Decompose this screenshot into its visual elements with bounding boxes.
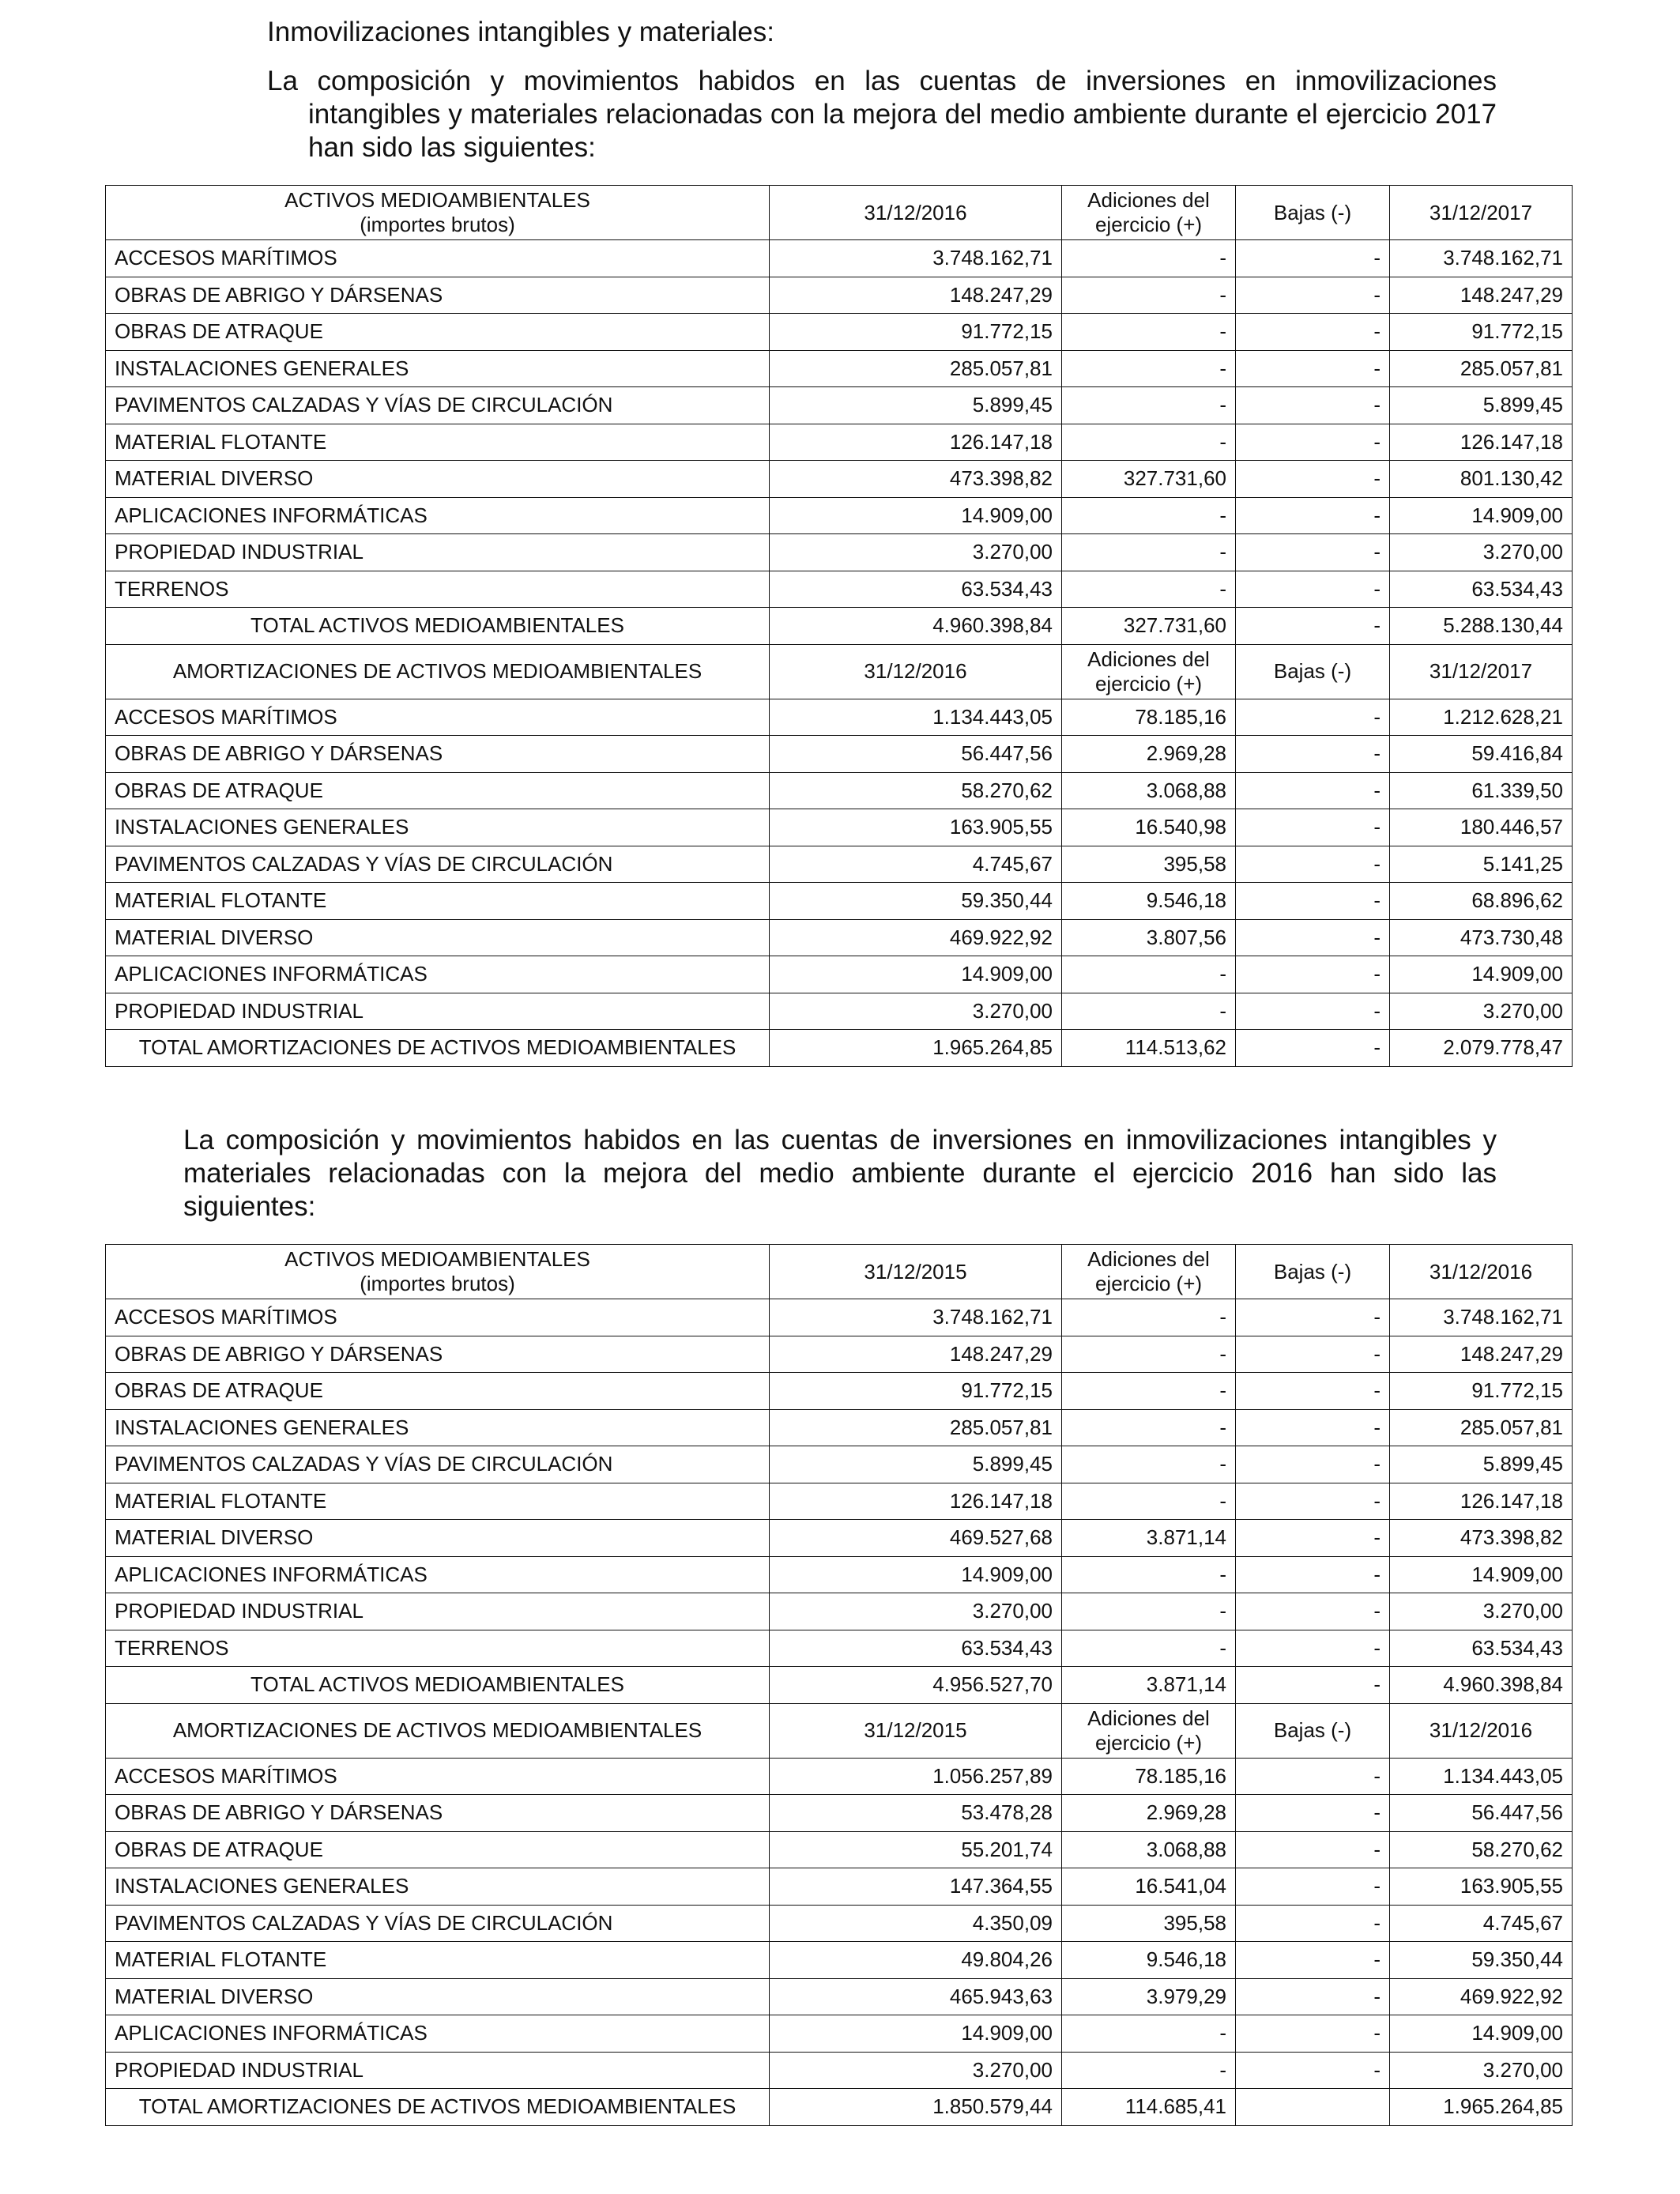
row-label: OBRAS DE ABRIGO Y DÁRSENAS	[106, 277, 770, 314]
value-additions: 395,58	[1062, 846, 1236, 883]
value-disposals: -	[1236, 809, 1390, 846]
value-disposals: -	[1236, 736, 1390, 773]
table-row	[106, 424, 1573, 461]
total-row	[106, 1030, 1573, 1067]
table-row	[106, 1520, 1573, 1557]
value-end: 14.909,00	[1390, 497, 1573, 534]
value-disposals: -	[1236, 424, 1390, 461]
header-date-start: 31/12/2015	[770, 1703, 1062, 1758]
header-additions	[1062, 186, 1236, 240]
row-label: TERRENOS	[106, 571, 770, 608]
value-start: 14.909,00	[770, 956, 1062, 993]
row-label: OBRAS DE ATRAQUE	[106, 772, 770, 809]
row-label: APLICACIONES INFORMÁTICAS	[106, 2015, 770, 2053]
value-disposals: -	[1236, 1483, 1390, 1520]
row-label: INSTALACIONES GENERALES	[106, 1409, 770, 1446]
value-additions: 3.807,56	[1062, 919, 1236, 956]
intro-text-2017: La composición y movimientos habidos en las cuentas de inversiones en inmovilizaciones intangibles y materiales relacionadas con la mejora del medio ambiente durante el ejercicio 2017 han sido las siguientes:	[267, 66, 1497, 163]
row-label: TOTAL AMORTIZACIONES DE ACTIVOS MEDIOAMBIENTALES	[106, 2089, 770, 2126]
row-label: MATERIAL FLOTANTE	[106, 424, 770, 461]
value-start: 3.748.162,71	[770, 1299, 1062, 1336]
value-start: 126.147,18	[770, 1483, 1062, 1520]
value-additions: 327.731,60	[1062, 608, 1236, 645]
value-disposals: -	[1236, 1868, 1390, 1906]
value-start: 63.534,43	[770, 1630, 1062, 1667]
value-disposals: -	[1236, 1593, 1390, 1630]
value-disposals: -	[1236, 1520, 1390, 1557]
value-start: 1.056.257,89	[770, 1758, 1062, 1795]
value-disposals: -	[1236, 277, 1390, 314]
row-label: PROPIEDAD INDUSTRIAL	[106, 534, 770, 571]
header-date-start: 31/12/2015	[770, 1245, 1062, 1299]
value-start: 59.350,44	[770, 883, 1062, 920]
value-additions: 3.068,88	[1062, 772, 1236, 809]
assets-header-title-line1: ACTIVOS MEDIOAMBIENTALES	[284, 1247, 590, 1271]
table-row	[106, 461, 1573, 498]
value-end: 469.922,92	[1390, 1978, 1573, 2015]
value-start: 14.909,00	[770, 1556, 1062, 1593]
value-end: 1.212.628,21	[1390, 699, 1573, 736]
value-disposals: -	[1236, 1336, 1390, 1373]
table-row	[106, 1942, 1573, 1979]
value-additions: -	[1062, 571, 1236, 608]
header-additions-line2: ejercicio (+)	[1094, 671, 1203, 696]
value-additions: 395,58	[1062, 1905, 1236, 1942]
assets-header-row	[106, 1245, 1573, 1299]
value-additions: 3.068,88	[1062, 1831, 1236, 1868]
table-row	[106, 1409, 1573, 1446]
value-end: 91.772,15	[1390, 314, 1573, 351]
total-row	[106, 608, 1573, 645]
row-label: INSTALACIONES GENERALES	[106, 350, 770, 387]
intro-paragraph-2017	[267, 65, 1497, 164]
value-start: 285.057,81	[770, 350, 1062, 387]
header-additions-line1: Adiciones del	[1087, 188, 1210, 212]
value-end: 126.147,18	[1390, 424, 1573, 461]
value-additions: 327.731,60	[1062, 461, 1236, 498]
table-row	[106, 1373, 1573, 1410]
value-disposals: -	[1236, 240, 1390, 277]
row-label: APLICACIONES INFORMÁTICAS	[106, 497, 770, 534]
value-start: 5.899,45	[770, 1446, 1062, 1483]
value-disposals: -	[1236, 1978, 1390, 2015]
header-additions-line2: ejercicio (+)	[1094, 1272, 1203, 1295]
table-row	[106, 883, 1573, 920]
value-additions: -	[1062, 497, 1236, 534]
row-label: MATERIAL DIVERSO	[106, 919, 770, 956]
row-label: OBRAS DE ABRIGO Y DÁRSENAS	[106, 1795, 770, 1832]
table-row	[106, 387, 1573, 424]
environmental-assets-table-2017	[105, 185, 1573, 1067]
value-disposals: -	[1236, 846, 1390, 883]
header-date-start: 31/12/2016	[770, 644, 1062, 699]
row-label: MATERIAL DIVERSO	[106, 461, 770, 498]
value-end: 148.247,29	[1390, 277, 1573, 314]
value-start: 148.247,29	[770, 1336, 1062, 1373]
value-disposals: -	[1236, 314, 1390, 351]
value-start: 4.745,67	[770, 846, 1062, 883]
value-end: 801.130,42	[1390, 461, 1573, 498]
value-start: 1.965.264,85	[770, 1030, 1062, 1067]
row-label: PROPIEDAD INDUSTRIAL	[106, 1593, 770, 1630]
header-disposals: Bajas (-)	[1236, 186, 1390, 240]
total-row	[106, 1667, 1573, 1704]
table-row	[106, 699, 1573, 736]
value-end: 91.772,15	[1390, 1373, 1573, 1410]
value-additions: -	[1062, 1299, 1236, 1336]
table-row	[106, 1483, 1573, 1520]
value-additions: 3.871,14	[1062, 1520, 1236, 1557]
amortization-header-row	[106, 644, 1573, 699]
value-end: 5.141,25	[1390, 846, 1573, 883]
assets-header-row	[106, 186, 1573, 240]
row-label: MATERIAL FLOTANTE	[106, 1483, 770, 1520]
value-disposals: -	[1236, 699, 1390, 736]
table-row	[106, 993, 1573, 1030]
value-start: 163.905,55	[770, 809, 1062, 846]
assets-header-title	[106, 1245, 770, 1299]
value-additions: 3.871,14	[1062, 1667, 1236, 1704]
value-end: 3.270,00	[1390, 534, 1573, 571]
value-end: 56.447,56	[1390, 1795, 1573, 1832]
value-additions: -	[1062, 424, 1236, 461]
value-additions: -	[1062, 1373, 1236, 1410]
value-disposals: -	[1236, 993, 1390, 1030]
value-additions: -	[1062, 1336, 1236, 1373]
value-end: 3.270,00	[1390, 993, 1573, 1030]
table-row	[106, 736, 1573, 773]
value-additions: -	[1062, 2052, 1236, 2089]
value-start: 4.956.527,70	[770, 1667, 1062, 1704]
value-additions: -	[1062, 350, 1236, 387]
table-row	[106, 571, 1573, 608]
header-date-end: 31/12/2017	[1390, 644, 1573, 699]
value-additions: -	[1062, 387, 1236, 424]
value-start: 148.247,29	[770, 277, 1062, 314]
value-disposals: -	[1236, 919, 1390, 956]
value-start: 53.478,28	[770, 1795, 1062, 1832]
value-start: 3.270,00	[770, 2052, 1062, 2089]
value-disposals: -	[1236, 1758, 1390, 1795]
amortization-header-title: AMORTIZACIONES DE ACTIVOS MEDIOAMBIENTALES	[106, 644, 770, 699]
value-start: 4.960.398,84	[770, 608, 1062, 645]
value-end: 1.965.264,85	[1390, 2089, 1573, 2126]
row-label: OBRAS DE ATRAQUE	[106, 1831, 770, 1868]
assets-header-title-line2: (importes brutos)	[360, 213, 515, 236]
table-row	[106, 497, 1573, 534]
row-label: INSTALACIONES GENERALES	[106, 809, 770, 846]
value-additions: 114.685,41	[1062, 2089, 1236, 2126]
value-disposals: -	[1236, 461, 1390, 498]
table-row	[106, 772, 1573, 809]
table-row	[106, 1978, 1573, 2015]
assets-header-title-line1: ACTIVOS MEDIOAMBIENTALES	[284, 188, 590, 212]
environmental-assets-table-2016	[105, 1244, 1573, 2126]
table-row	[106, 2015, 1573, 2053]
value-end: 163.905,55	[1390, 1868, 1573, 1906]
table-row	[106, 1831, 1573, 1868]
value-end: 2.079.778,47	[1390, 1030, 1573, 1067]
value-disposals: -	[1236, 2015, 1390, 2053]
row-label: ACCESOS MARÍTIMOS	[106, 1758, 770, 1795]
value-end: 285.057,81	[1390, 350, 1573, 387]
table-row	[106, 350, 1573, 387]
value-disposals: -	[1236, 534, 1390, 571]
value-end: 5.899,45	[1390, 387, 1573, 424]
value-end: 4.960.398,84	[1390, 1667, 1573, 1704]
row-label: PAVIMENTOS CALZADAS Y VÍAS DE CIRCULACIÓN	[106, 1446, 770, 1483]
header-additions-line1: Adiciones del	[1087, 1247, 1210, 1271]
value-additions: -	[1062, 314, 1236, 351]
value-end: 61.339,50	[1390, 772, 1573, 809]
row-label: PAVIMENTOS CALZADAS Y VÍAS DE CIRCULACIÓN	[106, 846, 770, 883]
value-start: 4.350,09	[770, 1905, 1062, 1942]
value-disposals: -	[1236, 571, 1390, 608]
row-label: OBRAS DE ABRIGO Y DÁRSENAS	[106, 1336, 770, 1373]
header-additions-line1: Adiciones del	[1087, 1706, 1210, 1730]
amortization-header-row	[106, 1703, 1573, 1758]
value-end: 126.147,18	[1390, 1483, 1573, 1520]
value-start: 465.943,63	[770, 1978, 1062, 2015]
value-start: 1.134.443,05	[770, 699, 1062, 736]
value-end: 473.398,82	[1390, 1520, 1573, 1557]
value-disposals: -	[1236, 1373, 1390, 1410]
assets-header-title	[106, 186, 770, 240]
value-additions: -	[1062, 1409, 1236, 1446]
header-date-start: 31/12/2016	[770, 186, 1062, 240]
row-label: PAVIMENTOS CALZADAS Y VÍAS DE CIRCULACIÓN	[106, 387, 770, 424]
value-start: 49.804,26	[770, 1942, 1062, 1979]
value-additions: 9.546,18	[1062, 1942, 1236, 1979]
row-label: PROPIEDAD INDUSTRIAL	[106, 993, 770, 1030]
intro-paragraph-2016: La composición y movimientos habidos en las cuentas de inversiones en inmovilizaciones intangibles y materiales relacionadas con la mejora del medio ambiente durante el ejercicio 2016 han sido las siguientes:	[183, 1125, 1497, 1222]
value-end: 59.416,84	[1390, 736, 1573, 773]
row-label: PROPIEDAD INDUSTRIAL	[106, 2052, 770, 2089]
value-end: 59.350,44	[1390, 1942, 1573, 1979]
value-additions: -	[1062, 1446, 1236, 1483]
row-label: TOTAL ACTIVOS MEDIOAMBIENTALES	[106, 1667, 770, 1704]
value-disposals: -	[1236, 387, 1390, 424]
value-additions: -	[1062, 277, 1236, 314]
table-row	[106, 1336, 1573, 1373]
value-disposals: -	[1236, 1905, 1390, 1942]
value-start: 473.398,82	[770, 461, 1062, 498]
value-start: 3.270,00	[770, 534, 1062, 571]
table-row	[106, 314, 1573, 351]
assets-header-title-line2: (importes brutos)	[360, 1272, 515, 1295]
row-label: MATERIAL FLOTANTE	[106, 1942, 770, 1979]
value-disposals: -	[1236, 1831, 1390, 1868]
value-start: 3.270,00	[770, 993, 1062, 1030]
total-row	[106, 2089, 1573, 2126]
value-disposals: -	[1236, 1942, 1390, 1979]
value-start: 147.364,55	[770, 1868, 1062, 1906]
header-additions-line1: Adiciones del	[1087, 647, 1210, 671]
table-row	[106, 919, 1573, 956]
value-disposals: -	[1236, 1795, 1390, 1832]
value-disposals: -	[1236, 1409, 1390, 1446]
value-end: 68.896,62	[1390, 883, 1573, 920]
value-disposals: -	[1236, 2052, 1390, 2089]
value-additions: -	[1062, 1556, 1236, 1593]
table-row	[106, 1868, 1573, 1906]
value-start: 469.922,92	[770, 919, 1062, 956]
value-additions: 16.541,04	[1062, 1868, 1236, 1906]
table-row	[106, 809, 1573, 846]
value-additions: 78.185,16	[1062, 1758, 1236, 1795]
table-row	[106, 1630, 1573, 1667]
header-disposals: Bajas (-)	[1236, 1703, 1390, 1758]
section-heading: Inmovilizaciones intangibles y materiales:	[267, 17, 774, 47]
value-disposals: -	[1236, 883, 1390, 920]
row-label: PAVIMENTOS CALZADAS Y VÍAS DE CIRCULACIÓN	[106, 1905, 770, 1942]
value-disposals: -	[1236, 608, 1390, 645]
row-label: ACCESOS MARÍTIMOS	[106, 240, 770, 277]
value-start: 126.147,18	[770, 424, 1062, 461]
header-additions	[1062, 1703, 1236, 1758]
table-row	[106, 534, 1573, 571]
table-row	[106, 240, 1573, 277]
value-start: 469.527,68	[770, 1520, 1062, 1557]
value-additions: 2.969,28	[1062, 1795, 1236, 1832]
value-additions: 9.546,18	[1062, 883, 1236, 920]
row-label: TERRENOS	[106, 1630, 770, 1667]
value-end: 14.909,00	[1390, 1556, 1573, 1593]
value-additions: -	[1062, 993, 1236, 1030]
table-row	[106, 2052, 1573, 2089]
table-row	[106, 1758, 1573, 1795]
table-row	[106, 1795, 1573, 1832]
value-end: 63.534,43	[1390, 1630, 1573, 1667]
header-additions-line2: ejercicio (+)	[1094, 213, 1203, 236]
value-additions: 3.979,29	[1062, 1978, 1236, 2015]
table-row	[106, 846, 1573, 883]
row-label: APLICACIONES INFORMÁTICAS	[106, 956, 770, 993]
value-end: 5.288.130,44	[1390, 608, 1573, 645]
value-disposals: -	[1236, 497, 1390, 534]
value-end: 180.446,57	[1390, 809, 1573, 846]
value-end: 63.534,43	[1390, 571, 1573, 608]
value-additions: -	[1062, 1593, 1236, 1630]
row-label: ACCESOS MARÍTIMOS	[106, 699, 770, 736]
value-start: 55.201,74	[770, 1831, 1062, 1868]
header-additions	[1062, 644, 1236, 699]
value-start: 5.899,45	[770, 387, 1062, 424]
value-start: 3.270,00	[770, 1593, 1062, 1630]
table-row	[106, 1556, 1573, 1593]
value-end: 148.247,29	[1390, 1336, 1573, 1373]
value-start: 14.909,00	[770, 2015, 1062, 2053]
value-end: 473.730,48	[1390, 919, 1573, 956]
value-start: 91.772,15	[770, 314, 1062, 351]
table-row	[106, 1593, 1573, 1630]
value-end: 5.899,45	[1390, 1446, 1573, 1483]
value-start: 1.850.579,44	[770, 2089, 1062, 2126]
row-label: TOTAL ACTIVOS MEDIOAMBIENTALES	[106, 608, 770, 645]
value-end: 58.270,62	[1390, 1831, 1573, 1868]
row-label: MATERIAL DIVERSO	[106, 1978, 770, 2015]
value-disposals: -	[1236, 956, 1390, 993]
value-end: 3.748.162,71	[1390, 240, 1573, 277]
value-end: 285.057,81	[1390, 1409, 1573, 1446]
header-date-end: 31/12/2016	[1390, 1245, 1573, 1299]
amortization-header-title: AMORTIZACIONES DE ACTIVOS MEDIOAMBIENTALES	[106, 1703, 770, 1758]
value-disposals: -	[1236, 772, 1390, 809]
value-additions: -	[1062, 534, 1236, 571]
header-additions-line2: ejercicio (+)	[1094, 1730, 1203, 1755]
value-additions: -	[1062, 1483, 1236, 1520]
value-end: 14.909,00	[1390, 2015, 1573, 2053]
row-label: MATERIAL FLOTANTE	[106, 883, 770, 920]
row-label: OBRAS DE ATRAQUE	[106, 1373, 770, 1410]
header-date-end: 31/12/2016	[1390, 1703, 1573, 1758]
table-row	[106, 1905, 1573, 1942]
value-disposals: -	[1236, 1667, 1390, 1704]
row-label: TOTAL AMORTIZACIONES DE ACTIVOS MEDIOAMBIENTALES	[106, 1030, 770, 1067]
value-end: 1.134.443,05	[1390, 1758, 1573, 1795]
value-start: 63.534,43	[770, 571, 1062, 608]
header-date-end: 31/12/2017	[1390, 186, 1573, 240]
value-end: 14.909,00	[1390, 956, 1573, 993]
value-end: 3.748.162,71	[1390, 1299, 1573, 1336]
value-additions: -	[1062, 1630, 1236, 1667]
value-additions: 16.540,98	[1062, 809, 1236, 846]
value-additions: -	[1062, 2015, 1236, 2053]
value-additions: 2.969,28	[1062, 736, 1236, 773]
value-disposals: -	[1236, 1446, 1390, 1483]
value-additions: -	[1062, 956, 1236, 993]
value-end: 3.270,00	[1390, 1593, 1573, 1630]
value-disposals: -	[1236, 1030, 1390, 1067]
value-end: 3.270,00	[1390, 2052, 1573, 2089]
row-label: OBRAS DE ABRIGO Y DÁRSENAS	[106, 736, 770, 773]
value-additions: 78.185,16	[1062, 699, 1236, 736]
value-additions: -	[1062, 240, 1236, 277]
value-start: 285.057,81	[770, 1409, 1062, 1446]
header-disposals: Bajas (-)	[1236, 1245, 1390, 1299]
table-row	[106, 1446, 1573, 1483]
value-disposals: -	[1236, 350, 1390, 387]
value-start: 58.270,62	[770, 772, 1062, 809]
row-label: APLICACIONES INFORMÁTICAS	[106, 1556, 770, 1593]
header-disposals: Bajas (-)	[1236, 644, 1390, 699]
value-start: 3.748.162,71	[770, 240, 1062, 277]
row-label: INSTALACIONES GENERALES	[106, 1868, 770, 1906]
value-start: 91.772,15	[770, 1373, 1062, 1410]
table-row	[106, 956, 1573, 993]
value-disposals: -	[1236, 1556, 1390, 1593]
table-row	[106, 277, 1573, 314]
row-label: MATERIAL DIVERSO	[106, 1520, 770, 1557]
row-label: OBRAS DE ATRAQUE	[106, 314, 770, 351]
value-disposals: -	[1236, 1299, 1390, 1336]
value-disposals: -	[1236, 1630, 1390, 1667]
value-additions: 114.513,62	[1062, 1030, 1236, 1067]
value-start: 56.447,56	[770, 736, 1062, 773]
value-start: 14.909,00	[770, 497, 1062, 534]
value-disposals	[1236, 2089, 1390, 2126]
header-additions	[1062, 1245, 1236, 1299]
table-row	[106, 1299, 1573, 1336]
value-end: 4.745,67	[1390, 1905, 1573, 1942]
row-label: ACCESOS MARÍTIMOS	[106, 1299, 770, 1336]
